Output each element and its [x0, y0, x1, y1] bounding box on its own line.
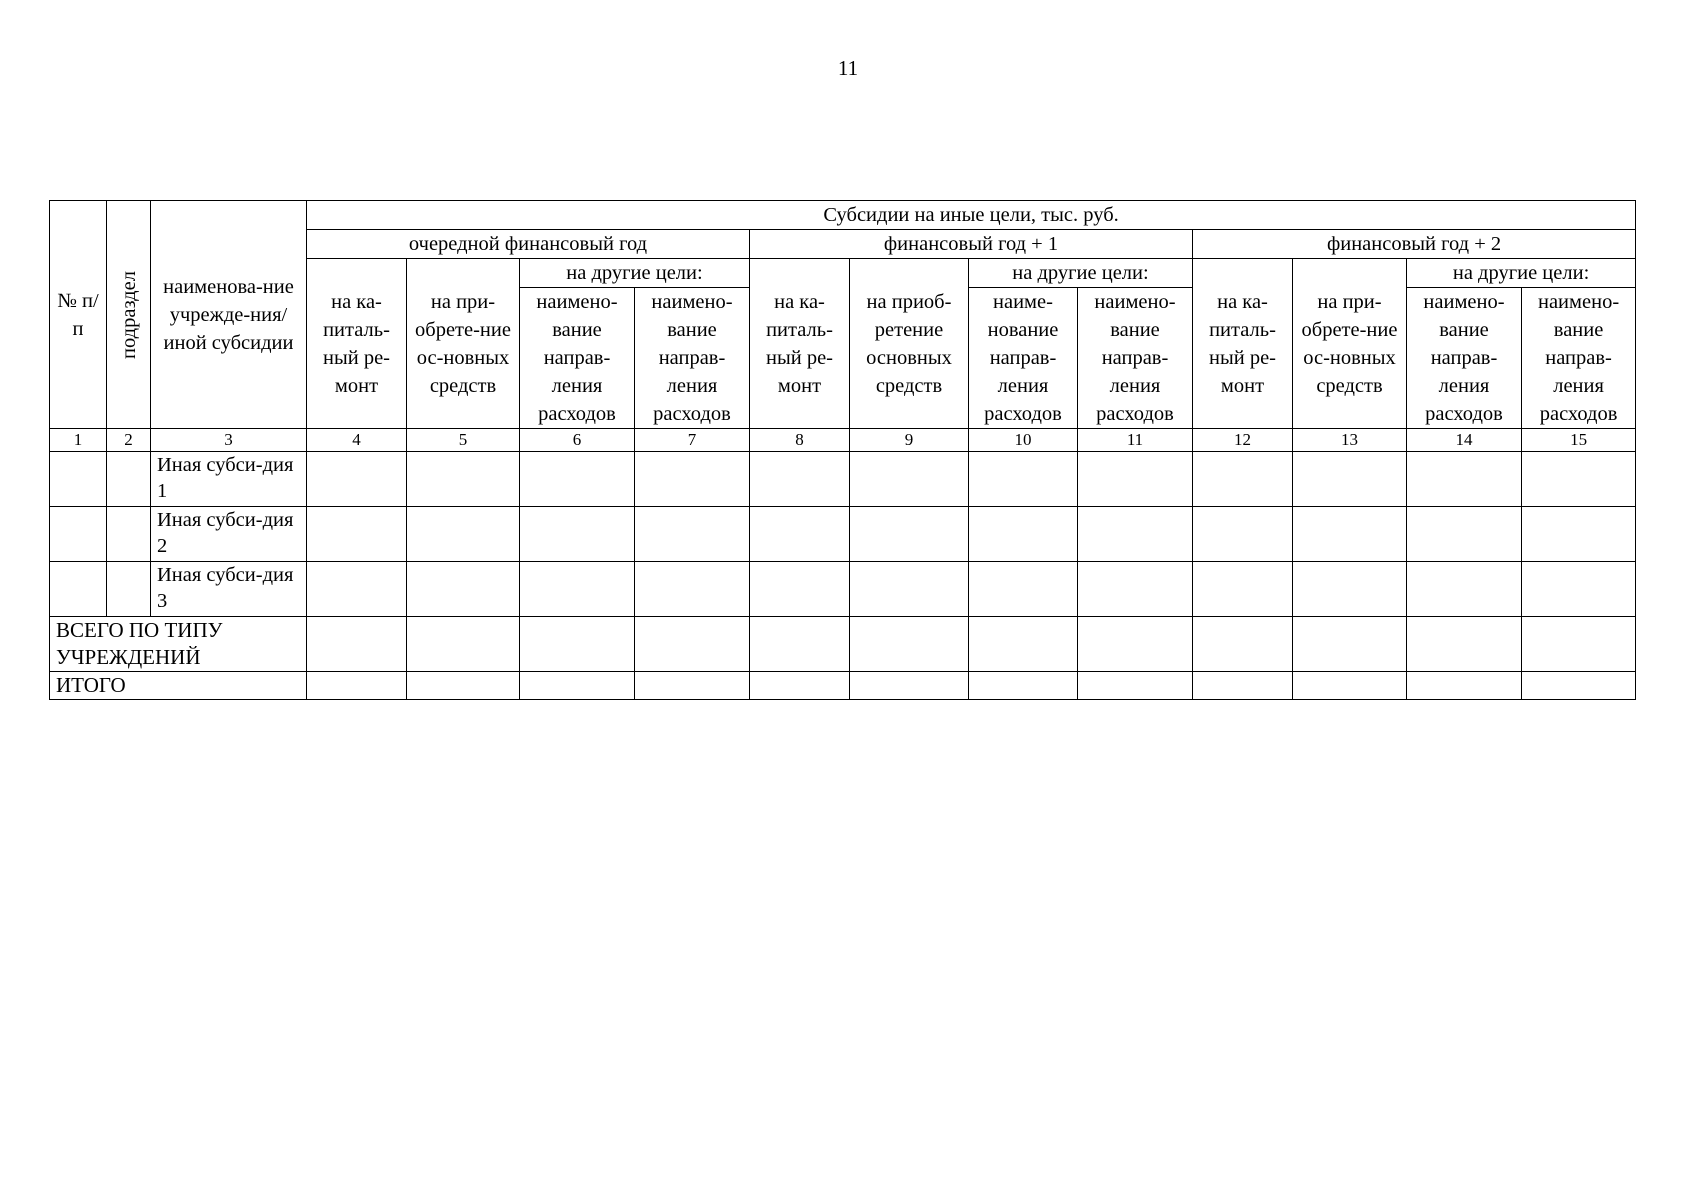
cell-value: [1293, 617, 1407, 672]
cell-value: [520, 452, 635, 507]
total-by-type-label: ВСЕГО ПО ТИПУ УЧРЕЖДЕНИЙ: [50, 617, 307, 672]
column-number: 11: [1078, 429, 1193, 452]
cell-value: [307, 617, 407, 672]
cell-value: [1078, 617, 1193, 672]
header-y2-fixed-assets: на при-обрете-ние ос-новных средств: [1293, 259, 1407, 429]
cell-value: [969, 672, 1078, 700]
cell-value: [1293, 452, 1407, 507]
cell-value: [407, 452, 520, 507]
cell-value: [969, 617, 1078, 672]
cell-value: [850, 617, 969, 672]
cell-value: [1078, 672, 1193, 700]
table-row: [50, 562, 1636, 617]
cell-no: [50, 452, 107, 507]
header-subsection: подраздел: [107, 201, 151, 429]
cell-value: [1078, 452, 1193, 507]
cell-value: [1407, 672, 1522, 700]
cell-value: [969, 452, 1078, 507]
cell-value: [969, 562, 1078, 617]
cell-value: [520, 507, 635, 562]
cell-value: [635, 452, 750, 507]
cell-value: [1522, 452, 1636, 507]
cell-name: Иная субси-дия 3: [151, 562, 307, 617]
cell-value: [407, 617, 520, 672]
cell-value: [635, 562, 750, 617]
grand-total-label: ИТОГО: [50, 672, 307, 700]
cell-value: [750, 452, 850, 507]
cell-subsection: [107, 452, 151, 507]
header-y2-direction-a: наимено-вание направ-ления расходов: [1407, 288, 1522, 429]
cell-value: [1293, 562, 1407, 617]
cell-value: [750, 507, 850, 562]
header-y2-direction-b: наимено-вание направ-ления расходов: [1522, 288, 1636, 429]
column-number: 1: [50, 429, 107, 452]
cell-value: [1522, 562, 1636, 617]
header-y2-capital-repair: на ка-питаль-ный ре-монт: [1193, 259, 1293, 429]
cell-value: [1193, 672, 1293, 700]
cell-value: [1522, 507, 1636, 562]
column-number: 4: [307, 429, 407, 452]
header-y1-other-goals: на другие цели:: [969, 259, 1193, 288]
header-year-plus2: финансовый год + 2: [1193, 230, 1636, 259]
header-no: № п/п: [50, 201, 107, 429]
cell-value: [850, 672, 969, 700]
cell-value: [307, 507, 407, 562]
header-y1-fixed-assets: на приоб-ретение основных средств: [850, 259, 969, 429]
column-number: 13: [1293, 429, 1407, 452]
table-row: [50, 507, 1636, 562]
column-number: 14: [1407, 429, 1522, 452]
cell-value: [307, 672, 407, 700]
header-y0-direction-a: наимено-вание направ-ления расходов: [520, 288, 635, 429]
cell-value: [1078, 562, 1193, 617]
column-number: 9: [850, 429, 969, 452]
cell-value: [850, 452, 969, 507]
header-y0-fixed-assets: на при-обрете-ние ос-новных средств: [407, 259, 520, 429]
cell-value: [1407, 452, 1522, 507]
header-group-title: Субсидии на иные цели, тыс. руб.: [307, 201, 1636, 230]
cell-subsection: [107, 562, 151, 617]
cell-value: [635, 672, 750, 700]
cell-value: [1407, 507, 1522, 562]
column-number: 7: [635, 429, 750, 452]
column-number: 10: [969, 429, 1078, 452]
header-name: наименова-ние учрежде-ния/иной субсидии: [151, 201, 307, 429]
cell-value: [520, 562, 635, 617]
cell-no: [50, 507, 107, 562]
cell-value: [635, 507, 750, 562]
subsidies-table: [49, 200, 1636, 700]
cell-value: [1522, 672, 1636, 700]
column-number: 6: [520, 429, 635, 452]
header-year-current: очередной финансовый год: [307, 230, 750, 259]
cell-value: [1407, 562, 1522, 617]
header-y0-direction-b: наимено-вание направ-ления расходов: [635, 288, 750, 429]
column-number: 15: [1522, 429, 1636, 452]
header-y1-capital-repair: на ка-питаль-ный ре-монт: [750, 259, 850, 429]
header-year-plus1: финансовый год + 1: [750, 230, 1193, 259]
header-y1-direction-b: наимено-вание направ-ления расходов: [1078, 288, 1193, 429]
cell-value: [750, 562, 850, 617]
cell-value: [635, 617, 750, 672]
cell-value: [850, 562, 969, 617]
column-number: 3: [151, 429, 307, 452]
cell-value: [520, 672, 635, 700]
header-y1-direction-a: наиме-нование направ-ления расходов: [969, 288, 1078, 429]
cell-value: [307, 562, 407, 617]
cell-name: Иная субси-дия 2: [151, 507, 307, 562]
cell-value: [750, 617, 850, 672]
cell-value: [407, 507, 520, 562]
header-y0-capital-repair: на ка-питаль-ный ре-монт: [307, 259, 407, 429]
cell-value: [750, 672, 850, 700]
cell-value: [969, 507, 1078, 562]
cell-value: [1293, 507, 1407, 562]
table-row: [50, 452, 1636, 507]
cell-subsection: [107, 507, 151, 562]
cell-value: [1193, 507, 1293, 562]
column-numbers-row: [50, 429, 1636, 452]
header-y2-other-goals: на другие цели:: [1407, 259, 1636, 288]
cell-value: [1078, 507, 1193, 562]
cell-value: [407, 562, 520, 617]
cell-value: [1193, 562, 1293, 617]
cell-value: [1293, 672, 1407, 700]
cell-value: [1407, 617, 1522, 672]
cell-value: [1522, 617, 1636, 672]
cell-value: [850, 507, 969, 562]
total-by-type-row: [50, 617, 1636, 672]
cell-value: [407, 672, 520, 700]
cell-no: [50, 562, 107, 617]
column-number: 2: [107, 429, 151, 452]
grand-total-row: [50, 672, 1636, 700]
header-y0-other-goals: на другие цели:: [520, 259, 750, 288]
cell-value: [307, 452, 407, 507]
column-number: 5: [407, 429, 520, 452]
cell-name: Иная субси-дия 1: [151, 452, 307, 507]
page-number: 11: [837, 56, 859, 80]
column-number: 8: [750, 429, 850, 452]
column-number: 12: [1193, 429, 1293, 452]
cell-value: [520, 617, 635, 672]
cell-value: [1193, 617, 1293, 672]
cell-value: [1193, 452, 1293, 507]
